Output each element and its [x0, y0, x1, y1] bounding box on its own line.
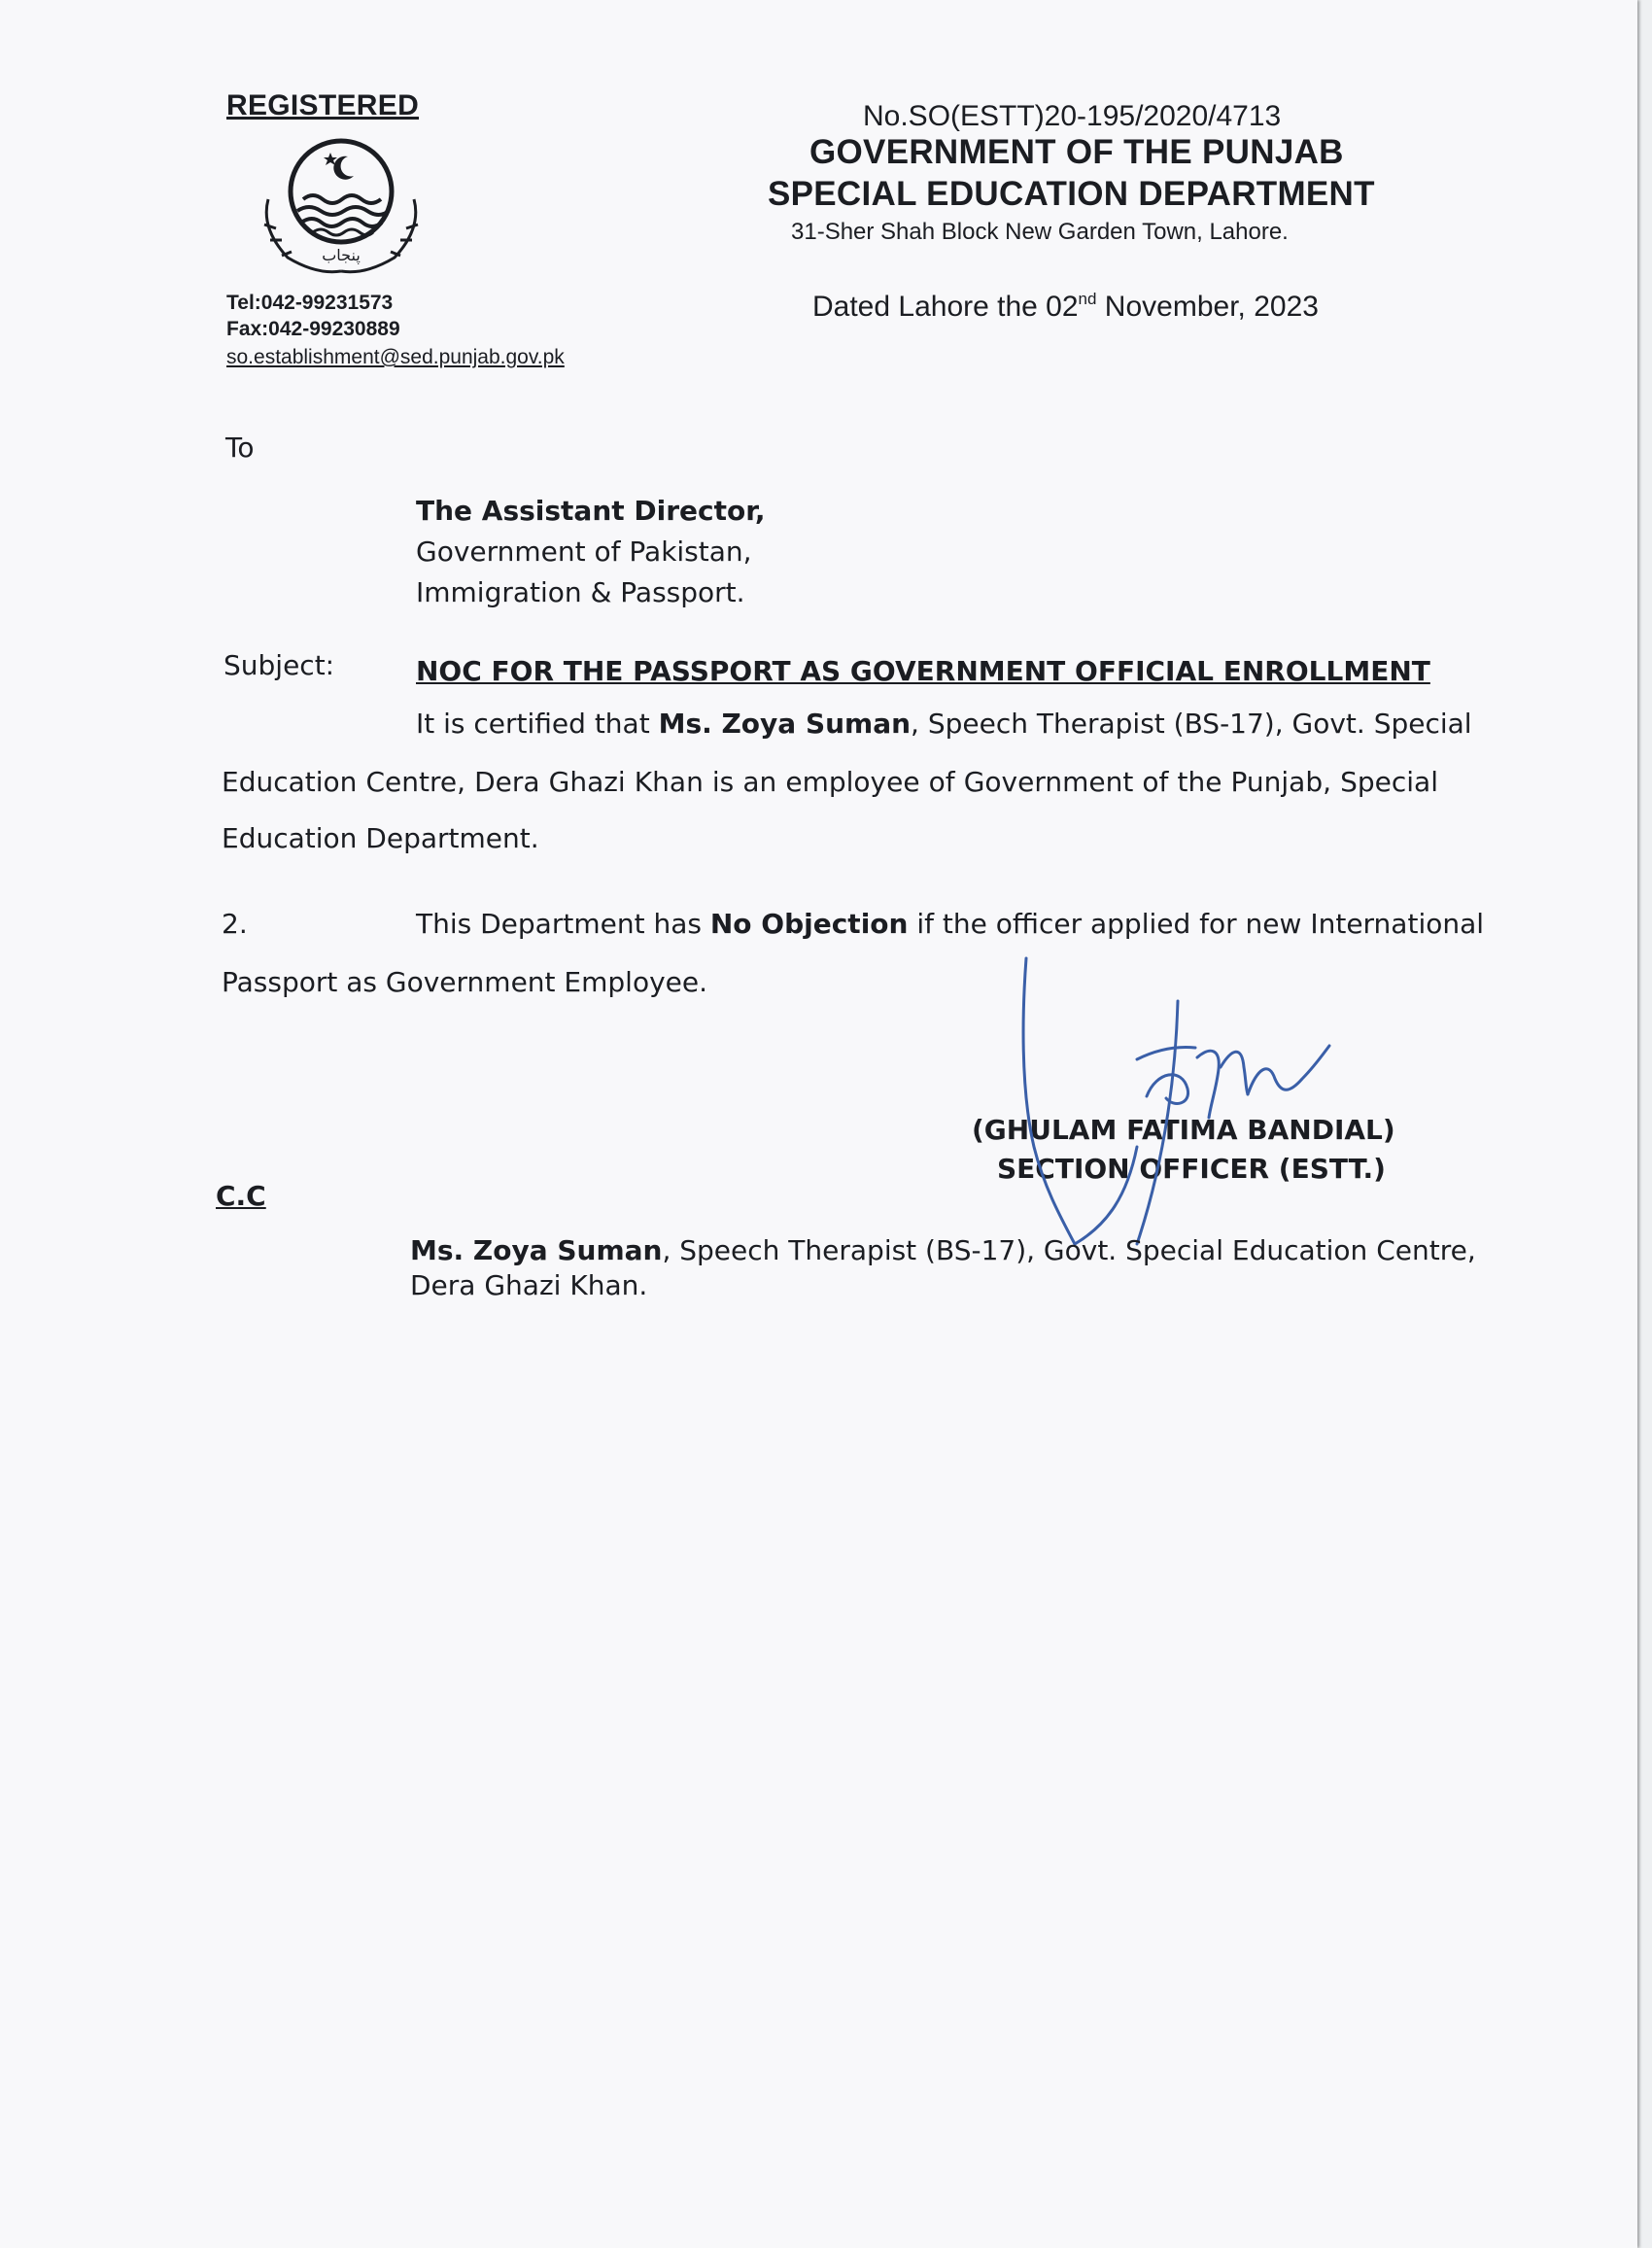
email-address: so.establishment@sed.punjab.gov.pk — [226, 346, 565, 368]
handwritten-signature — [1020, 952, 1341, 1263]
department-title: SPECIAL EDUCATION DEPARTMENT — [768, 175, 1375, 213]
recipient-address — [416, 491, 766, 613]
letter-date: Dated Lahore the 02nd November, 2023 — [812, 290, 1319, 323]
punjab-emblem-logo — [247, 131, 436, 277]
subject-text: NOC FOR THE PASSPORT AS GOVERNMENT OFFICIAL ENROLLMENT — [416, 655, 1430, 687]
to-label: To — [225, 432, 255, 464]
recipient-title: The Assistant Director, — [416, 495, 766, 527]
signatory-designation: SECTION OFFICER (ESTT.) — [997, 1153, 1386, 1185]
paragraph-1-line-1: It is certified that Ms. Zoya Suman, Speech Therapist (BS-17), Govt. Special — [416, 708, 1472, 740]
recipient-line-2: Government of Pakistan, — [416, 536, 752, 568]
fax-number: Fax:042-99230889 — [226, 318, 400, 340]
government-title: GOVERNMENT OF THE PUNJAB — [809, 133, 1344, 171]
letter-number: No.SO(ESTT)20-195/2020/4713 — [863, 100, 1282, 132]
registered-label: REGISTERED — [226, 89, 420, 121]
cc-line-2: Dera Ghazi Khan. — [410, 1269, 648, 1301]
paragraph-2-line-2: Passport as Government Employee. — [222, 966, 707, 998]
logo-script: پنجاب — [322, 246, 361, 264]
subject-label: Subject: — [224, 649, 335, 681]
telephone-number: Tel:042-99231573 — [226, 292, 394, 314]
paragraph-2-line-1: This Department has No Objection if the officer applied for new International — [416, 908, 1485, 940]
signatory-name: (GHULAM FATIMA BANDIAL) — [972, 1114, 1395, 1146]
paragraph-1-line-3: Education Department. — [222, 822, 539, 854]
department-address: 31-Sher Shah Block New Garden Town, Lahore. — [791, 219, 1289, 245]
contact-block — [226, 290, 400, 342]
recipient-line-3: Immigration & Passport. — [416, 576, 745, 608]
cc-label: C.C — [216, 1180, 266, 1212]
cc-line-1: Ms. Zoya Suman, Speech Therapist (BS-17), Govt. Special Education Centre, — [410, 1234, 1476, 1266]
paragraph-2-number: 2. — [222, 908, 248, 940]
paragraph-1-line-2: Education Centre, Dera Ghazi Khan is an employee of Government of the Punjab, Special — [222, 766, 1438, 798]
